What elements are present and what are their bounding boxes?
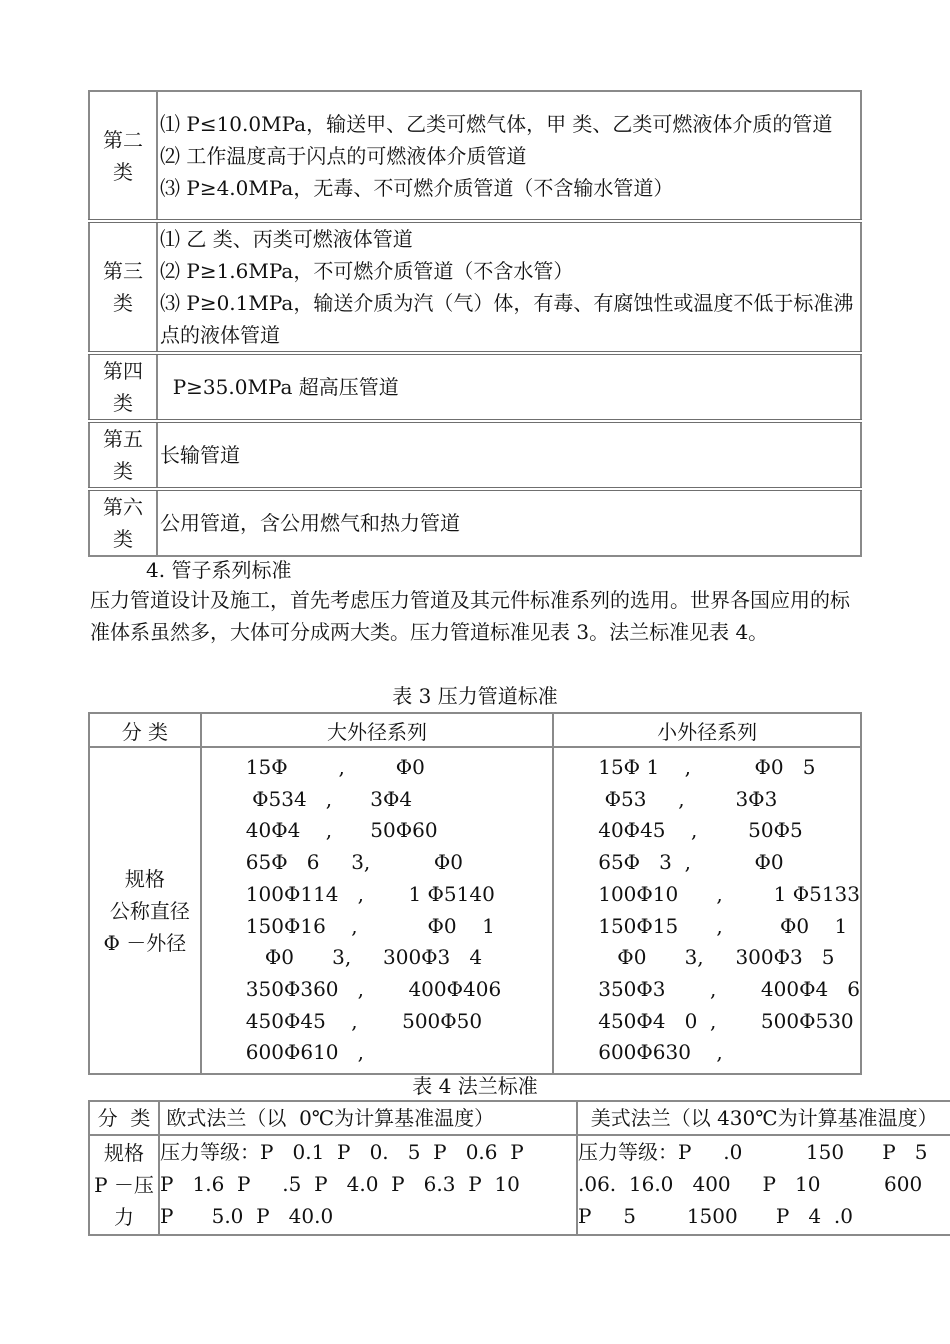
category-desc: 长输管道 xyxy=(157,421,861,489)
desc-line: ⑴ P≤10.0MPa，输送甲、乙类可燃气体，甲 类、乙类可燃液体介质的管道 xyxy=(160,111,833,136)
list-item: 350Φ3 , 400Φ4 6 xyxy=(598,976,860,1001)
pressure-line: P 5 1500 P 4 .0 xyxy=(578,1204,853,1228)
flange-standard-table xyxy=(88,1100,950,1236)
header-cell: 美式法兰（以 430℃为计算基准温度） xyxy=(577,1101,950,1135)
list-item: 100Φ10 , 1 Φ5133 xyxy=(598,881,860,906)
list-item: 15Φ , Φ0 xyxy=(245,755,425,779)
table-header-row xyxy=(89,1101,950,1135)
header-cell: 欧式法兰（以 0℃为计算基准温度） xyxy=(159,1101,577,1135)
list-item: 15Φ 1 , Φ0 5 xyxy=(598,755,816,779)
category-cell: 第二 类 xyxy=(89,91,157,221)
desc-line: ⑵ 工作温度高于闪点的可燃液体介质管道 xyxy=(160,143,527,168)
list-item: Φ53 , 3Φ3 xyxy=(598,786,778,811)
list-item: 150Φ16 , Φ0 1 xyxy=(245,913,495,938)
category-cell: 第三 类 xyxy=(89,221,157,353)
pressure-line: 压力等级：P .0 150 P 5 xyxy=(578,1140,928,1164)
list-item: 600Φ630 , xyxy=(598,1040,723,1065)
category-cell: 第六 类 xyxy=(89,489,157,556)
desc-line: ⑵ P≥1.6MPa，不可燃介质管道（不含水管） xyxy=(160,259,574,283)
desc-line: ⑴ 乙 类、丙类可燃液体管道 xyxy=(160,227,413,251)
spec-label-line: 力 xyxy=(114,1205,134,1229)
category-desc: 公用管道，含公用燃气和热力管道 xyxy=(157,489,861,556)
category-cell: 第四 类 xyxy=(89,353,157,421)
spec-label-line: 规格 xyxy=(104,1141,144,1165)
list-item: 100Φ114 , 1 Φ5140 xyxy=(245,881,495,906)
header-cell: 大外径系列 xyxy=(201,713,553,747)
spec-label-line: P －压 xyxy=(94,1173,154,1197)
spec-label-line: 公称直径 xyxy=(109,898,190,923)
desc-line: ⑶ P≥4.0MPa，无毒、不可燃介质管道（不含输水管道） xyxy=(160,175,674,200)
table3-caption: 表 3 压力管道标准 xyxy=(392,684,558,708)
table4-caption: 表 4 法兰标准 xyxy=(412,1074,538,1098)
american-flange-cell xyxy=(577,1135,950,1235)
section-heading: 4. 管子系列标准 xyxy=(146,558,292,582)
pressure-line: .06. 16.0 400 P 10 600 xyxy=(578,1172,923,1196)
header-cell: 小外径系列 xyxy=(553,713,861,747)
european-flange-cell xyxy=(159,1135,577,1235)
list-item: 40Φ4 , 50Φ60 xyxy=(245,818,438,843)
spec-label-cell xyxy=(89,1135,159,1235)
pressure-line: P 5.0 P 40.0 xyxy=(160,1204,334,1228)
spec-label-line: 规格 xyxy=(124,866,165,891)
header-cell: 分 类 xyxy=(89,713,201,747)
table-row xyxy=(89,1135,950,1235)
list-item: 450Φ45 , 500Φ50 xyxy=(245,1008,483,1033)
pressure-line: 压力等级：P 0.1 P 0. 5 P 0.6 P xyxy=(160,1140,524,1164)
spec-label-line: Φ －外径 xyxy=(103,930,187,955)
list-item: 65Φ 6 3, Φ0 xyxy=(245,850,463,875)
category-cell: 第五 类 xyxy=(89,421,157,489)
category-desc: P≥35.0MPa 超高压管道 xyxy=(157,353,861,421)
list-item: 450Φ4 0 , 500Φ530 xyxy=(598,1008,854,1033)
pressure-line: P 1.6 P .5 P 4.0 P 6.3 P 10 xyxy=(160,1172,520,1196)
header-cell: 分 类 xyxy=(89,1101,159,1135)
list-item: Φ0 3, 300Φ3 5 xyxy=(598,945,835,970)
list-item: 150Φ15 , Φ0 1 xyxy=(598,913,848,938)
desc-line: ⑶ P≥0.1MPa，输送介质为汽（气）体，有毒、有腐蚀性或温度不低于标准沸点的液体管道 xyxy=(160,291,854,347)
list-item: Φ534 , 3Φ4 xyxy=(245,786,413,811)
list-item: 65Φ 3 , Φ0 xyxy=(598,850,784,875)
list-item: 350Φ360 , 400Φ406 xyxy=(245,976,502,1001)
list-item: 40Φ45 , 50Φ5 xyxy=(598,818,803,843)
list-item: 600Φ610 , xyxy=(245,1040,364,1065)
list-item: Φ0 3, 300Φ3 4 xyxy=(245,945,483,970)
section-paragraph: 压力管道设计及施工，首先考虑压力管道及其元件标准系列的选用。世界各国应用的标准体系虽然多，大体可分成两大类。压力管道标准见表 3。法兰标准见表 4。 xyxy=(90,588,850,644)
